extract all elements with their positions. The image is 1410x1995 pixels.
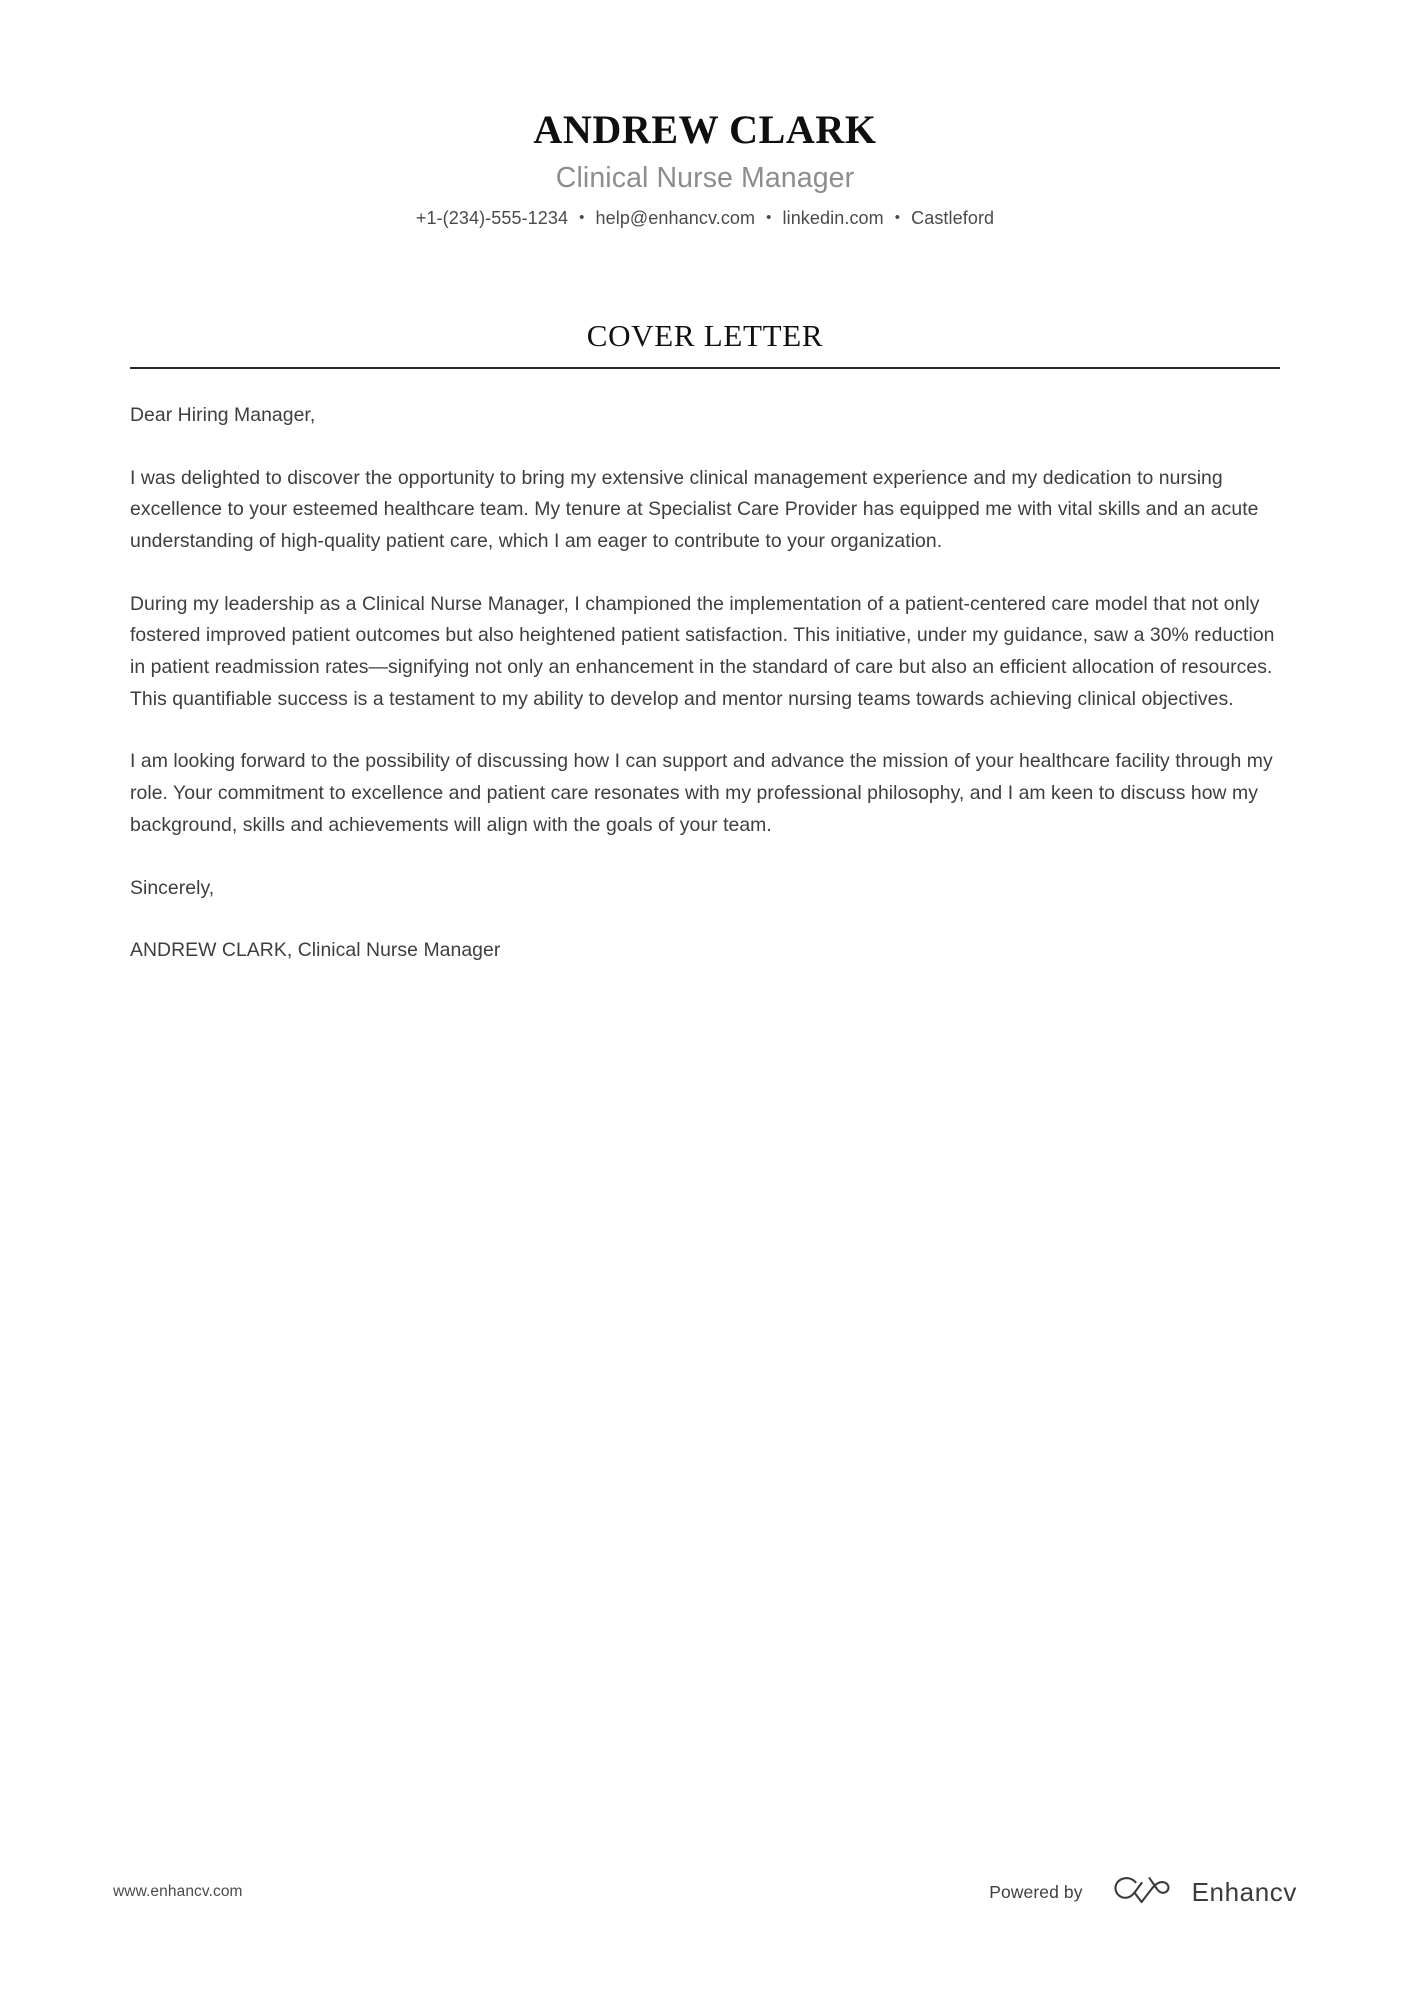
contact-line — [0, 206, 1410, 231]
section-title-cover-letter: COVER LETTER — [586, 318, 824, 354]
contact-separator-icon: • — [766, 208, 772, 226]
candidate-name: ANDREW CLARK — [533, 107, 877, 152]
contact-location: Castleford — [911, 207, 995, 228]
candidate-job-title: Clinical Nurse Manager — [555, 161, 855, 194]
enhancv-logo-icon — [1114, 1875, 1170, 1910]
powered-by-label: Powered by — [989, 1881, 1083, 1902]
section-divider — [130, 367, 1280, 369]
document-footer — [0, 1875, 1410, 1909]
contact-separator-icon: • — [894, 208, 901, 226]
letter-salutation: Dear Hiring Manager, — [130, 403, 316, 426]
letter-body — [130, 400, 1280, 967]
letter-signature: ANDREW CLARK, Clinical Nurse Manager — [130, 939, 501, 962]
letter-section — [130, 317, 1280, 967]
contact-email[interactable]: help@enhancv.com — [595, 207, 756, 228]
enhancv-wordmark: Enhancv — [1191, 1876, 1297, 1907]
letter-paragraph-2: During my leadership as a Clinical Nurse Manager, I championed the implementation of a patient-centered care model that not only fostered improved patient outcomes but also heightened patient satisfaction. This initiative, under my guidance, saw a 30% reduction in patient readmission rates—signifying not only an enhancement in the standard of care but also an efficient allocation of resources. This quantifiable success is a testament to my ability to develop and mentor nursing teams towards achieving clinical objectives. — [130, 592, 1275, 710]
document-header — [0, 0, 1410, 231]
footer-website-link[interactable]: www.enhancv.com — [113, 1883, 243, 1900]
letter-paragraph-1: I was delighted to discover the opportunity to bring my extensive clinical management experience and my dedication to nursing excellence to your esteemed healthcare team. My tenure at Specialist Care Provider has equipped me with vital skills and an acute understanding of high-quality patient care, which I am eager to contribute to your organization. — [130, 466, 1259, 552]
contact-linkedin[interactable]: linkedin.com — [782, 207, 884, 228]
contact-phone: +1-(234)-555-1234 — [415, 207, 569, 228]
letter-signoff: Sincerely, — [130, 876, 215, 899]
footer-branding — [989, 1875, 1297, 1910]
contact-separator-icon: • — [579, 208, 585, 226]
letter-paragraph-3: I am looking forward to the possibility of discussing how I can support and advance the mission of your healthcare facility through my role. Your commitment to excellence and patient care resonates with my professional philosophy, and I am keen to discuss how my background, skills and achievements will align with the goals of your team. — [130, 750, 1273, 836]
